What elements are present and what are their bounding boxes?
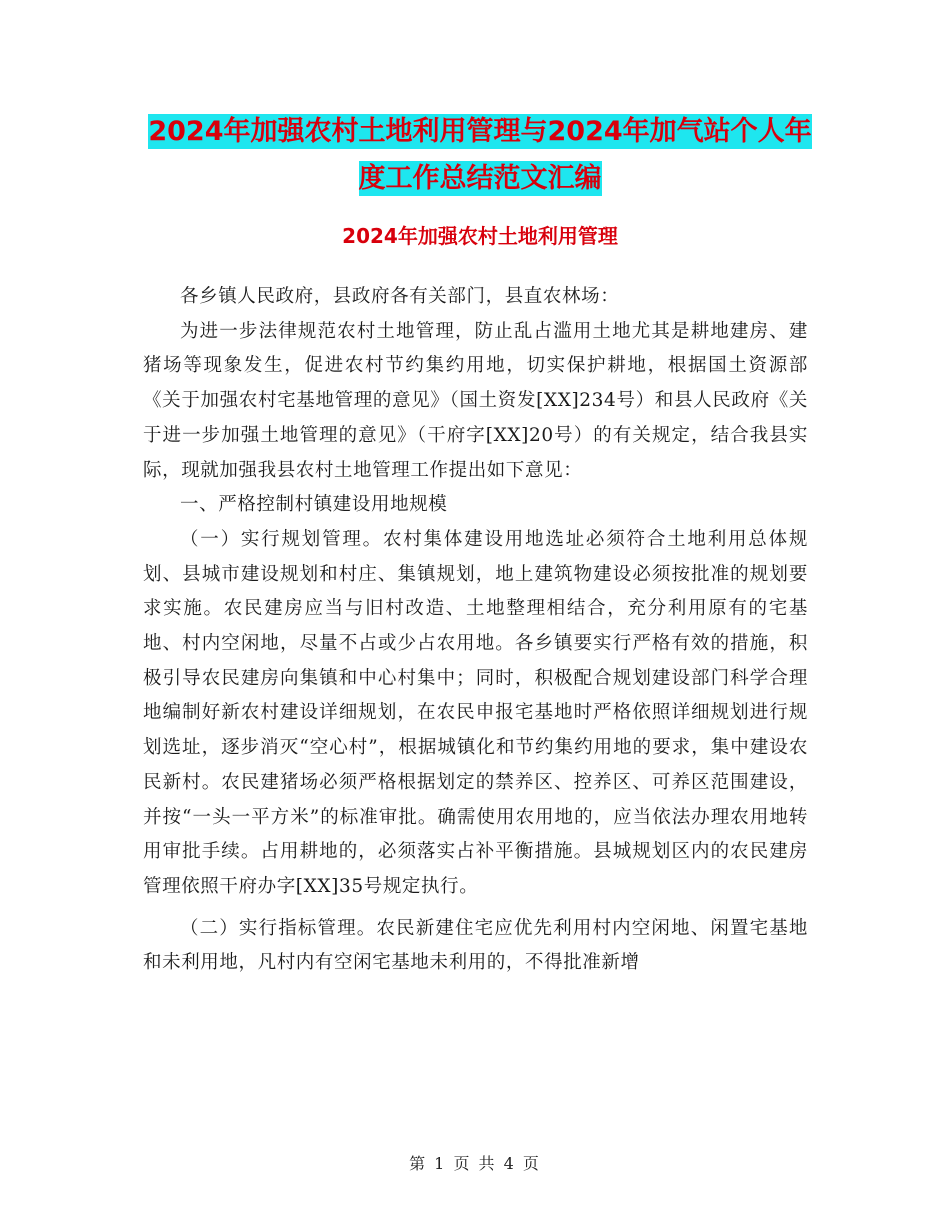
document-body [143,280,808,981]
document-title-line-2: 度工作总结范文汇编 [358,163,602,194]
document-title [140,108,820,202]
heading-section-one: 一、严格控制村镇建设用地规模 [180,494,448,516]
paragraph-planning-management: （一）实行规划管理。农村集体建设用地选址必须符合土地利用总体规划、县城市建设规划和村庄、集镇规划，地上建筑物建设必须按批准的规划要求实施。农民建房应当与旧村改造、土地整理相结合，充分利用原有的宅基地、村内空闲地，尽量不占或少占农用地。各乡镇要实行严格有效的措施，积极引导农民建房向集镇和中心村集中；同时，积极配合规划建设部门科学合理地编制好新农村建设详细规划，在农民申报宅基地时严格依照详细规划进行规划选址，逐步消灭“空心村”，根据城镇化和节约集约用地的要求，集中建设农民新村。农民建猪场必须严格根据划定的禁养区、控养区、可养区范围建设，并按“一头一平方米”的标准审批。确需使用农用地的，应当依法办理农用地转用审批手续。占用耕地的，必须落实占补平衡措施。县城规划区内的农民建房管理依照干府办字[XX]35号规定执行。 [143,528,808,897]
document-title-line-1: 2024年加强农村土地利用管理与2024年加气站个人年 [148,116,812,147]
paragraph-salutation: 各乡镇人民政府，县政府各有关部门，县直农林场： [180,286,620,307]
paragraph-quota-management: （二）实行指标管理。农民新建住宅应优先利用村内空闲地、闲置宅基地和未利用地，凡村内有空闲宅基地未利用的，不得批准新增 [143,917,808,974]
page-footer: 第 1 页 共 4 页 [409,1154,541,1173]
section-title: 2024年加强农村土地利用管理 [342,224,618,248]
paragraph-intro: 为进一步法律规范农村土地管理，防止乱占滥用土地尤其是耕地建房、建猪场等现象发生，促进农村节约集约用地，切实保护耕地，根据国土资源部《关于加强农村宅基地管理的意见》（国土资发[XX]234号）和县人民政府《关于进一步加强土地管理的意见》（干府字[XX]20号）的有关规定，结合我县实际，现就加强我县农村土地管理工作提出如下意见： [143,320,808,481]
